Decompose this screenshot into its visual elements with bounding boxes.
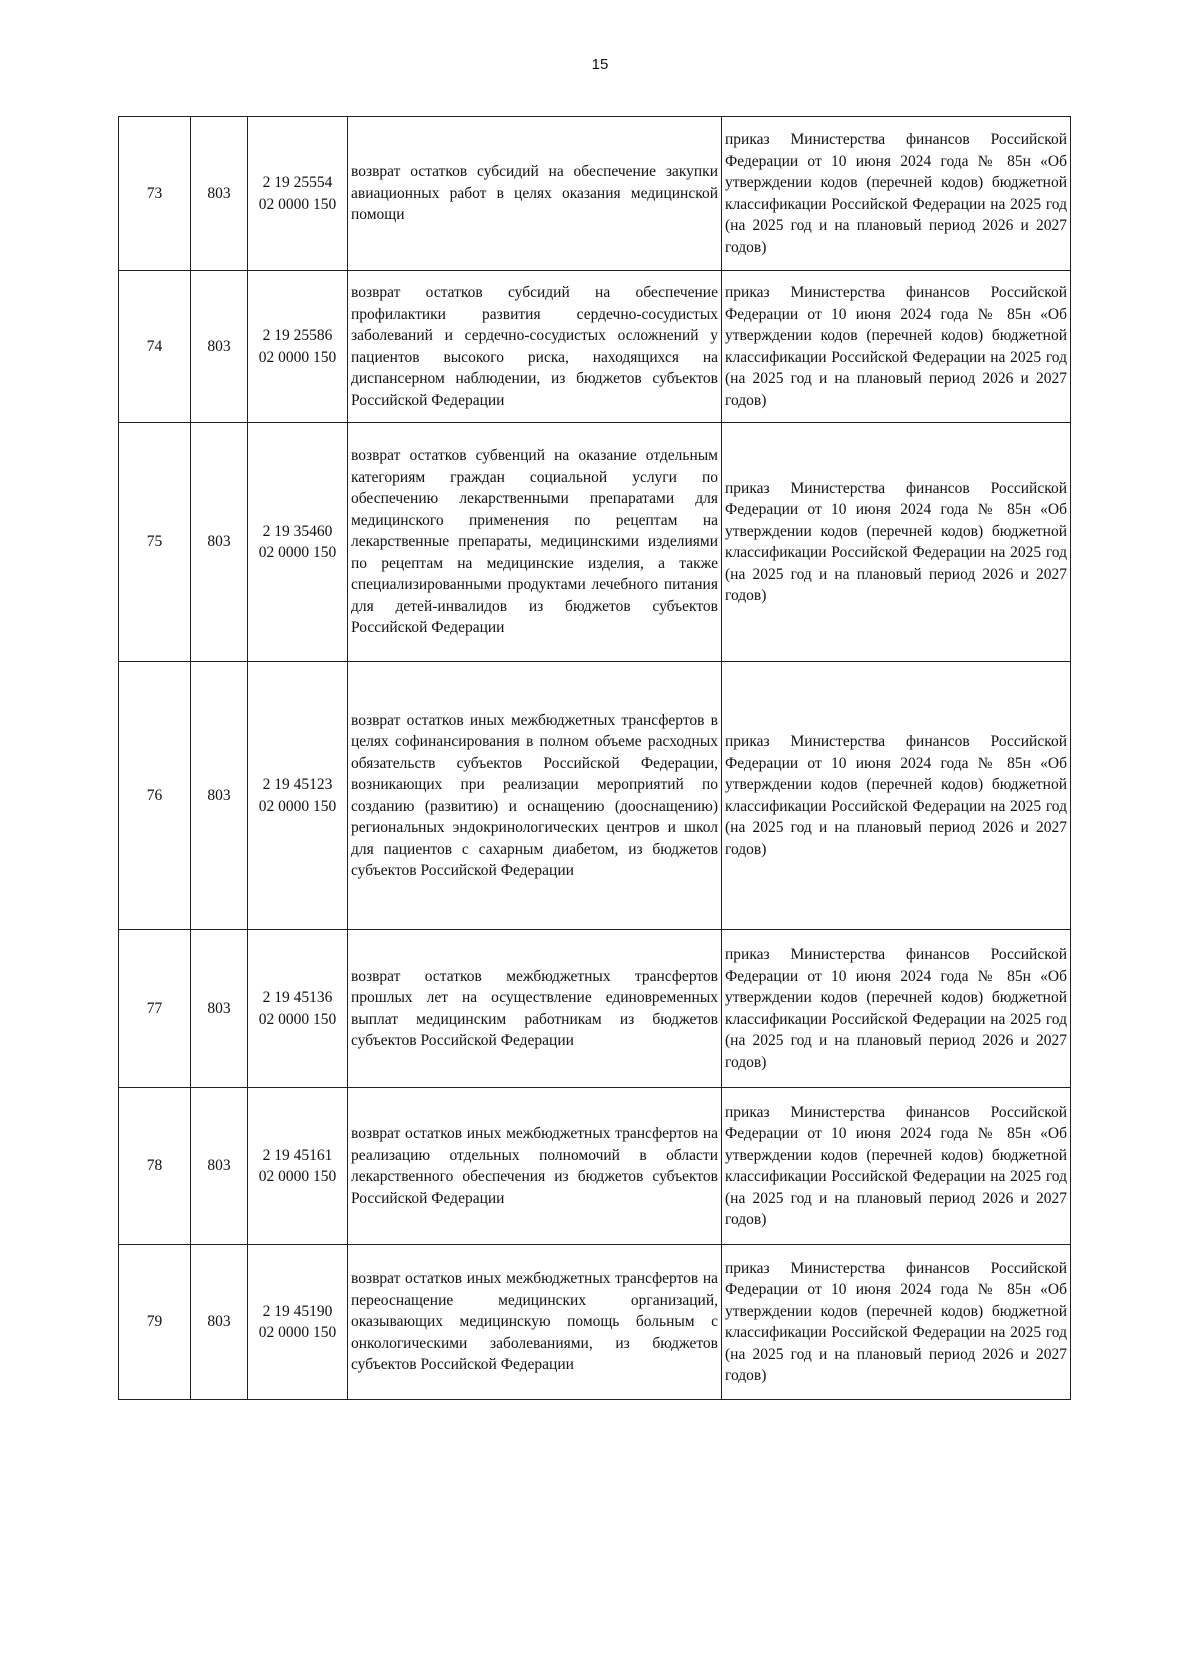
admin-code: 803: [191, 662, 248, 930]
table-row: [119, 271, 1071, 423]
row-number: 79: [119, 1245, 191, 1400]
budget-code-line: 02 0000 150: [258, 195, 337, 213]
budget-code-line: 2 19 45190: [262, 1302, 333, 1320]
row-number: 77: [119, 930, 191, 1088]
budget-code-line: 2 19 35460: [262, 522, 333, 540]
admin-code: 803: [191, 930, 248, 1088]
budget-code-line: 02 0000 150: [258, 544, 337, 561]
admin-code: 803: [191, 271, 248, 423]
row-number: 76: [119, 662, 191, 930]
budget-code: [248, 271, 348, 423]
budget-code: [248, 662, 348, 930]
admin-code: 803: [191, 117, 248, 271]
budget-codes-table: [118, 116, 1071, 1400]
budget-code-line: 2 19 45161: [262, 1146, 333, 1164]
table-row: [119, 1245, 1071, 1400]
budget-code: [248, 1088, 348, 1245]
income-name: возврат остатков субвенций на оказание отдельным категориям граждан социальной услуги по обеспечению лекарственными препаратами для медицинского применения по рецептам на лекарственные препараты, медицинскими изделиями по рецептам на медицинские изделия, а также специализированными продуктами лечебного питания для детей-инвалидов из бюджетов субъектов Российской Федерации: [348, 423, 722, 662]
row-number: 75: [119, 423, 191, 662]
legal-basis: приказ Министерства финансов Российской Федерации от 10 июня 2024 года № 85н «Об утверждении кодов (перечней кодов) бюджетной классификации Российской Федерации на 2025 год (на 2025 год и на плановый период 2026 и 2027 годов): [722, 930, 1071, 1088]
legal-basis: приказ Министерства финансов Российской Федерации от 10 июня 2024 года № 85н «Об утверждении кодов (перечней кодов) бюджетной классификации Российской Федерации на 2025 год (на 2025 год и на плановый период 2026 и 2027 годов): [722, 662, 1071, 930]
row-number: 73: [119, 117, 191, 271]
row-number: 78: [119, 1088, 191, 1245]
legal-basis: приказ Министерства финансов Российской Федерации от 10 июня 2024 года № 85н «Об утверждении кодов (перечней кодов) бюджетной классификации Российской Федерации на 2025 год (на 2025 год и на плановый период 2026 и 2027 годов): [722, 423, 1071, 662]
income-name: возврат остатков субсидий на обеспечение закупки авиационных работ в целях оказания медицинской помощи: [348, 117, 722, 271]
budget-code-line: 2 19 45123: [262, 776, 333, 793]
income-name: возврат остатков иных межбюджетных трансфертов на реализацию отдельных полномочий в области лекарственного обеспечения из бюджетов субъектов Российской Федерации: [348, 1088, 722, 1245]
legal-basis: приказ Министерства финансов Российской Федерации от 10 июня 2024 года № 85н «Об утверждении кодов (перечней кодов) бюджетной классификации Российской Федерации на 2025 год (на 2025 год и на плановый период 2026 и 2027 годов): [722, 271, 1071, 423]
admin-code: 803: [191, 423, 248, 662]
row-number: 74: [119, 271, 191, 423]
budget-code-line: 02 0000 150: [258, 1010, 337, 1028]
admin-code: 803: [191, 1088, 248, 1245]
table-row: [119, 1088, 1071, 1245]
budget-code: [248, 930, 348, 1088]
table-row: [119, 423, 1071, 662]
income-name: возврат остатков иных межбюджетных трансфертов на переоснащение медицинских организаций, оказывающих медицинскую помощь больным с онкологическими заболеваниями, из бюджетов субъектов Российской Федерации: [348, 1245, 722, 1400]
budget-code: [248, 117, 348, 271]
budget-code-line: 2 19 45136: [262, 989, 333, 1006]
income-name: возврат остатков субсидий на обеспечение профилактики развития сердечно-сосудистых заболеваний и сердечно-сосудистых осложнений у пациентов высокого риска, находящихся на диспансерном наблюдении, из бюджетов субъектов Российской Федерации: [348, 271, 722, 423]
budget-code: [248, 1245, 348, 1400]
legal-basis: приказ Министерства финансов Российской Федерации от 10 июня 2024 года № 85н «Об утверждении кодов (перечней кодов) бюджетной классификации Российской Федерации на 2025 год (на 2025 год и на плановый период 2026 и 2027 годов): [722, 117, 1071, 271]
legal-basis: приказ Министерства финансов Российской Федерации от 10 июня 2024 года № 85н «Об утверждении кодов (перечней кодов) бюджетной классификации Российской Федерации на 2025 год (на 2025 год и на плановый период 2026 и 2027 годов): [722, 1245, 1071, 1400]
budget-code: [248, 423, 348, 662]
budget-code-line: 02 0000 150: [258, 1168, 337, 1185]
table-row: [119, 117, 1071, 271]
admin-code: 803: [191, 1245, 248, 1400]
budget-code-line: 02 0000 150: [258, 797, 337, 815]
budget-code-line: 02 0000 150: [258, 1324, 337, 1341]
table-row: [119, 662, 1071, 930]
page-number: 15: [591, 56, 609, 73]
budget-code-line: 2 19 25586: [262, 327, 333, 344]
income-name: возврат остатков межбюджетных трансфертов прошлых лет на осуществление единовременных выплат медицинским работникам из бюджетов субъектов Российской Федерации: [348, 930, 722, 1088]
budget-code-line: 02 0000 150: [258, 348, 337, 366]
budget-code-line: 2 19 25554: [262, 174, 333, 191]
table-row: [119, 930, 1071, 1088]
income-name: возврат остатков иных межбюджетных трансфертов в целях софинансирования в полном объеме расходных обязательств субъектов Российской Федерации, возникающих при реализации мероприятий по созданию (развитию) и оснащению (дооснащению) региональных эндокринологических центров и школ для пациентов с сахарным диабетом, из бюджетов субъектов Российской Федерации: [348, 662, 722, 930]
legal-basis: приказ Министерства финансов Российской Федерации от 10 июня 2024 года № 85н «Об утверждении кодов (перечней кодов) бюджетной классификации Российской Федерации на 2025 год (на 2025 год и на плановый период 2026 и 2027 годов): [722, 1088, 1071, 1245]
